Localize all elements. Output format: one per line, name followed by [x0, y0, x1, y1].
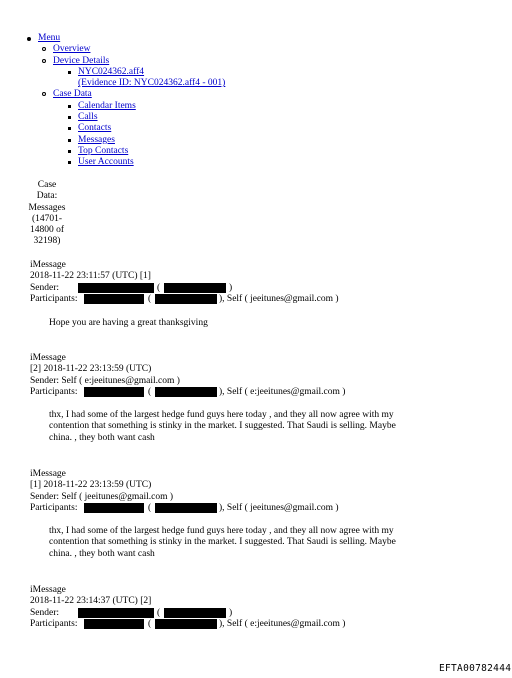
menu-item-calendar-items: [78, 101, 225, 112]
sender-paren-close: ): [229, 607, 233, 618]
message-timestamp: 2018-11-22 23:14:37 (UTC) [2]: [30, 596, 152, 607]
message-entry: [30, 585, 360, 630]
case-box-line: Case: [37, 180, 57, 190]
redaction-bar: [84, 503, 144, 513]
participants-paren: (: [148, 618, 152, 629]
message-participants: [30, 503, 360, 514]
redaction-bar: [84, 294, 144, 304]
device-file-name: NYC024362.aff4: [78, 66, 145, 77]
message-body: thx, I had some of the largest hedge fund guys here today , and they all now agree with my contention that something is stinky in the market. I suggested. That Saudi is selling. Maybe china. , they both want cash: [49, 410, 396, 443]
menu-item-calls: [78, 112, 225, 123]
menu-item-case-data: [53, 89, 225, 168]
case-data-header: [26, 180, 68, 248]
menu-item-contacts: [78, 123, 225, 134]
message-entry: [30, 353, 360, 398]
message-sender: [30, 283, 360, 294]
participants-paren: (: [148, 386, 152, 397]
redaction-bar: [164, 283, 226, 293]
redaction-bar: [78, 283, 154, 293]
participants-label: Participants:: [30, 618, 78, 629]
message-type: iMessage: [30, 585, 66, 595]
sender-paren-close: ): [229, 282, 233, 293]
nav-menu: [38, 33, 225, 169]
participants-label: Participants:: [30, 293, 78, 304]
case-box-line: Messages: [28, 202, 66, 213]
user-accounts-link[interactable]: User Accounts: [78, 157, 134, 168]
document-bates-number: EFTA00782444: [439, 663, 512, 674]
menu-item-overview: [53, 44, 225, 55]
participants-self: ), Self ( e:jeeitunes@gmail.com ): [219, 618, 346, 629]
menu-item-user-accounts: [78, 157, 225, 168]
redaction-bar: [155, 294, 217, 304]
sender-paren-open: (: [157, 282, 161, 293]
message-participants: [30, 294, 360, 305]
message-entry: [30, 469, 360, 514]
message-participants: [30, 619, 360, 630]
case-box-line: Data:: [36, 191, 58, 202]
participants-self: ), Self ( jeeitunes@gmail.com ): [219, 293, 339, 304]
messages-link[interactable]: Messages: [78, 134, 115, 145]
message-timestamp: 2018-11-22 23:11:57 (UTC) [1]: [30, 271, 151, 282]
redaction-bar: [155, 503, 217, 513]
sender-label: Sender:: [30, 282, 60, 293]
message-timestamp: [2] 2018-11-22 23:13:59 (UTC): [30, 364, 152, 375]
contacts-link[interactable]: Contacts: [78, 123, 112, 134]
message-body: thx, I had some of the largest hedge fund guys here today , and they all now agree with my contention that something is stinky in the market. I suggested. That Saudi is selling. Maybe china. , they both want cash: [49, 526, 396, 559]
calendar-items-link[interactable]: Calendar Items: [78, 100, 136, 111]
redaction-bar: [84, 387, 144, 397]
participants-paren: (: [148, 502, 152, 513]
message-entry: [30, 260, 360, 305]
device-evidence-id: (Evidence ID: NYC024362.aff4 - 001): [78, 78, 226, 89]
redaction-bar: [155, 387, 217, 397]
participants-paren: (: [148, 293, 152, 304]
sender-label: Sender:: [30, 607, 60, 618]
case-box-line: 14800 of: [29, 225, 65, 236]
case-box-line: (14701-: [31, 213, 63, 224]
menu-item-device-file: [78, 67, 225, 90]
menu-item-device-details: [53, 56, 225, 90]
top-contacts-link[interactable]: Top Contacts: [78, 145, 129, 156]
device-details-link[interactable]: Device Details: [53, 55, 110, 66]
case-data-link[interactable]: Case Data: [53, 89, 92, 100]
message-sender: [30, 608, 360, 619]
menu-link[interactable]: Menu: [38, 33, 61, 43]
message-body: Hope you are having a great thanksgiving: [49, 318, 208, 328]
message-type: iMessage: [30, 353, 66, 363]
overview-link[interactable]: Overview: [53, 44, 91, 55]
participants-label: Participants:: [30, 502, 78, 513]
message-participants: [30, 387, 360, 398]
redaction-bar: [164, 608, 226, 618]
redaction-bar: [84, 619, 144, 629]
sender-paren-open: (: [157, 607, 161, 618]
menu-item-messages: [78, 135, 225, 146]
device-file-link[interactable]: [78, 67, 225, 88]
message-sender: Sender: Self ( jeeitunes@gmail.com ): [30, 491, 174, 502]
calls-link[interactable]: Calls: [78, 112, 98, 123]
participants-self: ), Self ( jeeitunes@gmail.com ): [219, 502, 339, 513]
case-box-line: 32198): [33, 236, 61, 247]
message-type: iMessage: [30, 260, 66, 270]
menu-item-top-contacts: [78, 146, 225, 157]
redaction-bar: [155, 619, 217, 629]
participants-label: Participants:: [30, 386, 78, 397]
menu-root: [38, 33, 225, 169]
message-timestamp: [1] 2018-11-22 23:13:59 (UTC): [30, 480, 152, 491]
message-type: iMessage: [30, 469, 66, 479]
redaction-bar: [78, 608, 154, 618]
message-sender: Sender: Self ( e:jeeitunes@gmail.com ): [30, 375, 180, 386]
participants-self: ), Self ( e:jeeitunes@gmail.com ): [219, 386, 346, 397]
